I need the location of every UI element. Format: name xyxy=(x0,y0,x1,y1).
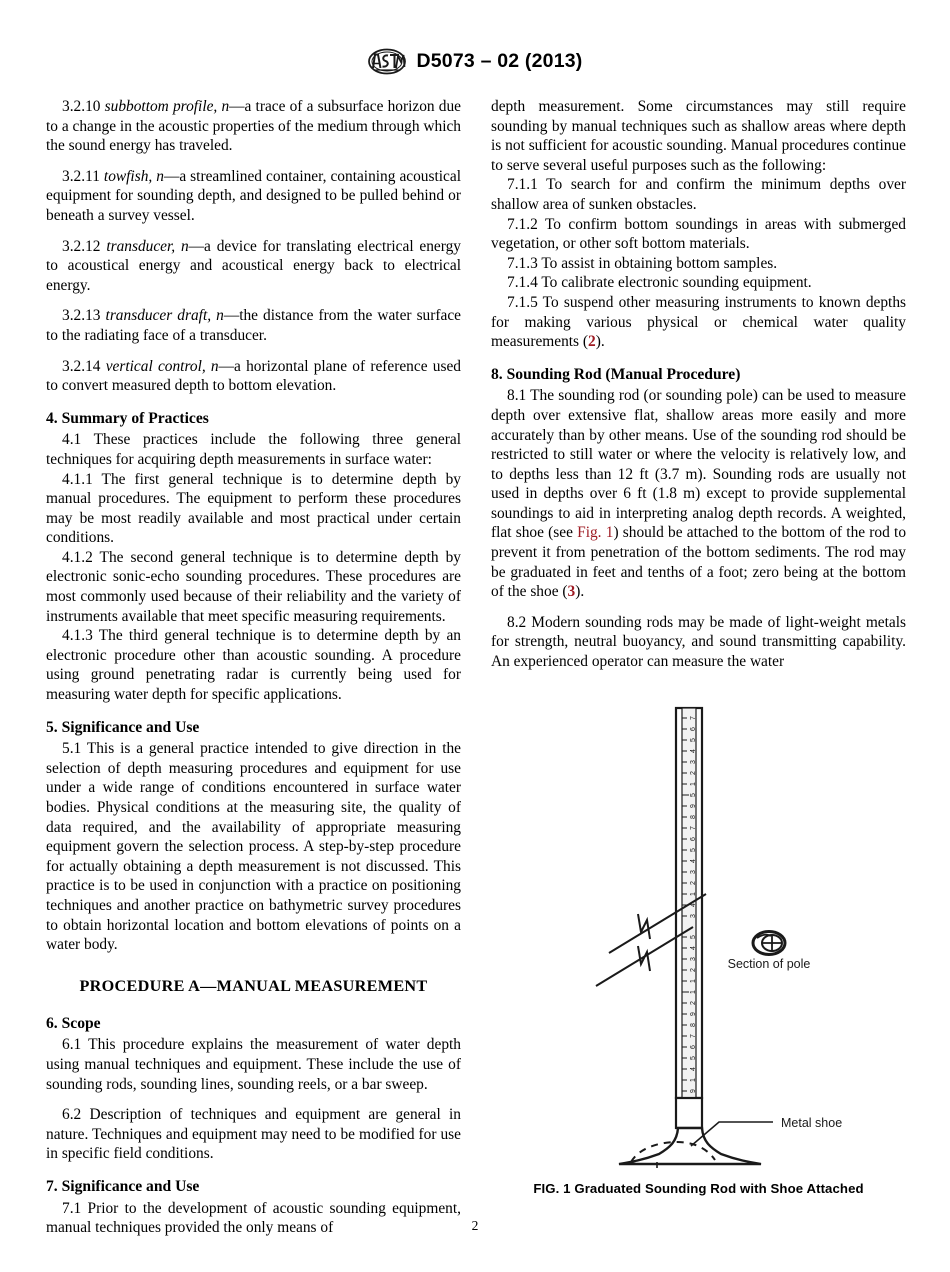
definition-3-2-10 xyxy=(46,97,461,156)
svg-text:5: 5 xyxy=(690,737,697,742)
svg-text:3: 3 xyxy=(690,956,697,961)
paragraph-7-1-5 xyxy=(491,293,906,352)
paragraph-7-1-start: 7.1 Prior to the development of acoustic sounding equipment, manual techniques provided the only means of xyxy=(46,1199,461,1237)
definition-text: —a horizontal plane of reference used to convert measured depth to bottom elevation. xyxy=(46,357,461,395)
definition-term: towfish, n xyxy=(103,167,164,185)
svg-text:2: 2 xyxy=(690,967,697,972)
definition-3-2-12 xyxy=(46,237,461,296)
svg-text:2: 2 xyxy=(690,1000,697,1005)
right-column xyxy=(491,97,906,1198)
heading-section-5: 5. Significance and Use xyxy=(46,718,200,736)
svg-text:6: 6 xyxy=(690,1044,697,1049)
label-metal-shoe: Metal shoe xyxy=(781,1115,843,1130)
heading-section-4: 4. Summary of Practices xyxy=(46,409,209,427)
svg-text:5: 5 xyxy=(690,792,697,797)
paragraph-text: 7.1.5 To suspend other measuring instruments to known depths for making various physical or chemical water quality measurements ( xyxy=(491,293,906,351)
standard-designation: D5073 – 02 (2013) xyxy=(416,50,583,72)
svg-text:1: 1 xyxy=(690,989,697,994)
definition-number: 3.2.10 xyxy=(62,98,101,115)
heading-procedure-a: PROCEDURE A—MANUAL MEASUREMENT xyxy=(79,976,428,995)
svg-text:5: 5 xyxy=(690,934,697,939)
paragraph-7-1-2: 7.1.2 To confirm bottom soundings in areas with submerged vegetation, or other soft bottom materials. xyxy=(491,215,906,253)
figure-caption: FIG. 1 Graduated Sounding Rod with Shoe Attached xyxy=(533,1180,864,1196)
paragraph-4-1-3: 4.1.3 The third general technique is to determine depth by an electronic procedure other than acoustic sounding. A procedure using ground penetrating radar is currently being used for measuring water depth for specific applications. xyxy=(46,627,461,704)
svg-text:4: 4 xyxy=(690,1066,697,1071)
svg-text:3: 3 xyxy=(690,913,697,918)
svg-text:2: 2 xyxy=(690,770,697,775)
paragraph-text-middle: ) should be attached to the bottom of the rod to prevent it from penetration of the bottom sediments. The rod may be graduated in feet and tenths of a foot; zero being at the bottom of the shoe ( xyxy=(491,524,907,601)
paragraph-4-1-2: 4.1.2 The second general technique is to determine depth by electronic sonic-echo sounding procedures. These procedures are most commonly used because of their reliability and the variety of instruments available that meet specific measuring requirements. xyxy=(46,548,461,625)
svg-text:9: 9 xyxy=(690,1011,697,1016)
pole-cross-section-icon xyxy=(753,931,785,954)
figure-reference-link[interactable]: Fig. 1 xyxy=(577,524,614,542)
heading-section-6: 6. Scope xyxy=(46,1014,101,1032)
definition-3-2-11 xyxy=(46,167,461,226)
heading-section-7: 7. Significance and Use xyxy=(46,1177,200,1195)
svg-text:1: 1 xyxy=(690,978,697,983)
svg-text:8: 8 xyxy=(690,814,697,819)
paragraph-8-2: 8.2 Modern sounding rods may be made of light-weight metals for strength, neutral buoyancy, and sound transmitting capability. An experienced operator can measure the water xyxy=(491,613,906,671)
svg-text:4: 4 xyxy=(690,858,697,863)
paragraph-6-2: 6.2 Description of techniques and equipment are general in nature. Techniques and equipment may need to be modified for use in specific field conditions. xyxy=(46,1106,461,1163)
sounding-rod-diagram xyxy=(491,698,906,1168)
definition-number: 3.2.11 xyxy=(62,167,100,185)
svg-text:6: 6 xyxy=(690,836,697,841)
reference-link-2[interactable]: 2 xyxy=(588,333,596,351)
svg-text:9: 9 xyxy=(690,803,697,808)
definition-text: —the distance from the water surface to the radiating face of a transducer. xyxy=(46,307,462,344)
svg-text:8: 8 xyxy=(690,1022,697,1027)
svg-text:2: 2 xyxy=(690,880,697,885)
svg-text:7: 7 xyxy=(690,715,697,720)
definition-text: —a streamlined container, containing acoustical equipment for sounding depth, and designed to be pulled behind or beneath a survey vessel. xyxy=(46,167,461,224)
svg-text:9: 9 xyxy=(690,1088,697,1093)
paragraph-text: 8.1 The sounding rod (or sounding pole) can be used to measure depth over extensive flat, shallow areas more easily and more accurately than by other means. Use of the sounding rod should be restricted to still water or where the velocity is relatively low, and to depths less than 12 ft (3.7 m). Sounding rods are usually not used in depths over 6 ft (1.8 m) except to provide supplemental soundings to aid in interpreting analog depth records. A weighted, flat shoe (see xyxy=(491,387,906,542)
paragraph-8-1 xyxy=(491,386,906,602)
paragraph-4-1: 4.1 These practices include the following three general techniques for acquiring depth measurements in surface water: xyxy=(46,431,461,468)
svg-text:7: 7 xyxy=(690,1033,697,1038)
page-number: 2 xyxy=(471,1218,479,1233)
astm-logo xyxy=(367,48,407,75)
paragraph-text-end: ). xyxy=(575,583,585,601)
svg-text:7: 7 xyxy=(690,825,697,830)
paragraph-7-1-4: 7.1.4 To calibrate electronic sounding equipment. xyxy=(507,274,812,292)
reference-link-3[interactable]: 3 xyxy=(567,583,576,601)
heading-section-8: 8. Sounding Rod (Manual Procedure) xyxy=(491,365,741,383)
paragraph-text-end: ). xyxy=(595,333,605,351)
left-column xyxy=(46,97,461,1238)
paragraph-7-1-continued: depth measurement. Some circumstances may still require sounding by manual techniques such as shallow areas where depth is not sufficient for acoustic sounding. Manual procedures continue to serve several useful purposes such as the following: xyxy=(491,98,906,174)
svg-text:4: 4 xyxy=(690,748,697,753)
definition-number: 3.2.14 xyxy=(62,357,101,375)
svg-text:1: 1 xyxy=(690,781,697,786)
definition-3-2-13 xyxy=(46,306,461,345)
definition-term: transducer draft, n xyxy=(105,307,224,325)
svg-text:5: 5 xyxy=(690,1055,697,1060)
metal-shoe-body xyxy=(619,1128,761,1164)
svg-text:1: 1 xyxy=(690,1077,697,1082)
svg-text:3: 3 xyxy=(690,869,697,874)
figure-1 xyxy=(491,698,906,1198)
svg-text:3: 3 xyxy=(690,759,697,764)
definition-term: vertical control, n xyxy=(105,357,219,375)
page-body xyxy=(46,97,907,1237)
paragraph-7-1-3: 7.1.3 To assist in obtaining bottom samples. xyxy=(507,254,778,272)
paragraph-7-1-1: 7.1.1 To search for and confirm the minimum depths over shallow area of sunken obstacles. xyxy=(491,176,906,213)
definition-3-2-14 xyxy=(46,357,461,396)
paragraph-5-1: 5.1 This is a general practice intended to give direction in the selection of depth measuring procedures and equipment for use under a wide range of conditions encountered in surface water bodies. Physical conditions at the measuring site, the quality of data required, and the availability of appropriate measuring equipment govern the selection process. A step-by-step procedure for actually obtaining a depth measurement is not discussed. This practice is to be used in conjunction with a practice on positioning techniques and another practice on bathymetric survey procedures to obtain horizontal location and bottom elevations of points on a water body. xyxy=(46,740,461,954)
paragraph-6-1: 6.1 This procedure explains the measurement of water depth using manual techniques and equipment. These include the use of sounding rods, sounding lines, sounding reels, or a bar sweep. xyxy=(46,1036,461,1093)
rod-graduations-lower xyxy=(682,935,697,1093)
definition-text: —a trace of a subsurface horizon due to a change in the acoustic properties of the medium through which the sound energy has traveled. xyxy=(46,98,461,155)
definition-number: 3.2.13 xyxy=(62,307,101,325)
paragraph-4-1-1: 4.1.1 The first general technique is to determine depth by manual procedures. The equipment to perform these procedures may be most readily available and most practical under certain conditions. xyxy=(46,470,461,547)
svg-text:1: 1 xyxy=(690,891,697,896)
label-section-of-pole: Section of pole xyxy=(727,956,811,971)
svg-text:4: 4 xyxy=(690,902,697,907)
definition-term: transducer, n xyxy=(106,237,189,255)
svg-text:5: 5 xyxy=(690,847,697,852)
definition-text: —a device for translating electrical energy to acoustical energy and acoustical energy back to electrical energy. xyxy=(46,237,462,294)
definition-number: 3.2.12 xyxy=(62,237,101,255)
page-header xyxy=(0,48,950,75)
svg-text:4: 4 xyxy=(690,945,697,950)
definition-term: subbottom profile, n xyxy=(104,98,230,115)
svg-text:6: 6 xyxy=(690,726,697,731)
